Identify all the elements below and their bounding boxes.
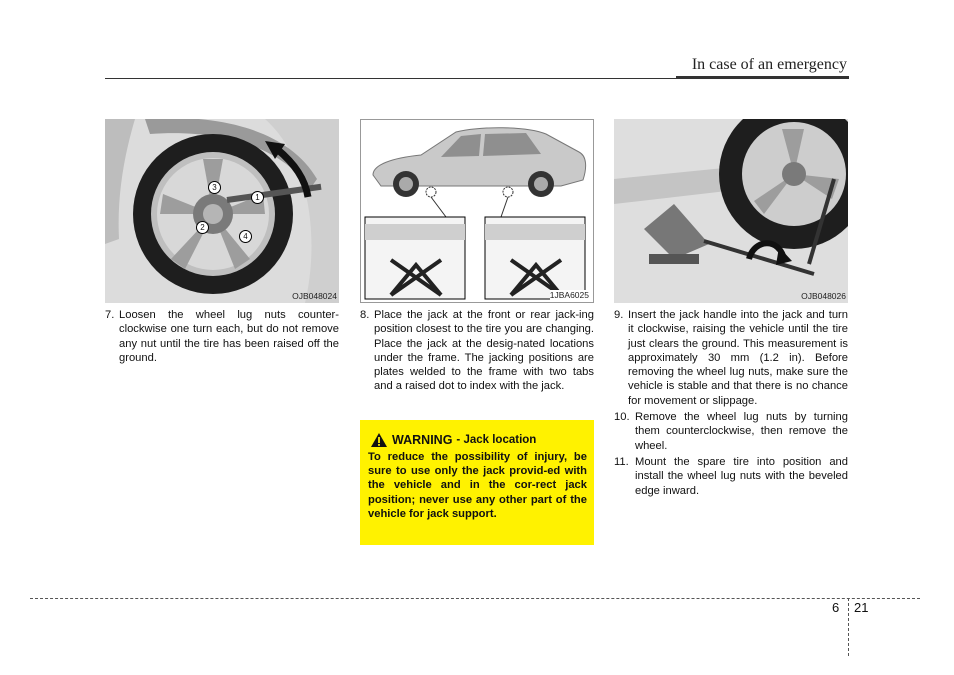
header-rule-accent [676,76,849,79]
step-number: 10. [614,411,630,424]
lug-marker-2: 2 [196,221,209,234]
figure-wheel-lug-nuts [105,119,339,303]
step-8 [360,308,594,394]
column-left [105,308,339,365]
warning-heading [370,432,536,448]
figure-code: 1JBA6025 [549,290,589,300]
warning-triangle-icon [370,432,388,448]
footer-divider [848,598,849,656]
wheel-illustration [105,119,339,303]
step-number: 7. [105,309,115,321]
step-text: Insert the jack handle into the jack and turn it clockwise, raising the vehicle until the tire just clears the ground. This measurement is approximately 30 mm (1.2 in). Before removing the wheel lug nuts, make sure the vehicle is stable and that there is no chance for movement or slippage. [628,309,848,407]
car-jack-illustration [361,120,594,303]
step-10 [614,410,848,453]
step-number: 8. [360,309,370,321]
column-right [614,308,848,498]
step-number: 11. [614,455,629,468]
warning-box [360,420,594,545]
lug-marker-1: 1 [251,191,264,204]
step-number: 9. [614,309,624,321]
lug-marker-4: 4 [239,230,252,243]
jack-handle-illustration [614,119,848,303]
warning-subtitle: - Jack location [456,434,537,446]
step-text: Place the jack at the front or rear jack-ing position closest to the tire you are changing. Place the jack at the desig-nated locations under the frame. The jacking positions are plates welded to the frame with two tabs and a raised dot to index with the jack. [374,309,594,393]
figure-code: OJB048024 [292,291,337,301]
page-header-title: In case of an emergency [691,56,847,73]
step-text: Remove the wheel lug nuts by turning them counterclockwise, then remove the wheel. [635,411,848,452]
footer-rule [30,598,920,599]
warning-body: To reduce the possibility of injury, be sure to use only the jack provid-ed with the vehicle and in the cor-rect jack position; never use any other part of the vehicle for jack support. [368,451,587,520]
warning-title: WARNING [392,433,453,447]
step-text: Mount the spare tire into position and install the wheel lug nuts with the beveled edge inward. [635,455,848,497]
figure-jack-positions [360,119,594,303]
column-middle [360,308,594,394]
step-11 [614,455,848,498]
step-9 [614,308,848,408]
section-number: 6 [832,600,840,615]
lug-marker-3: 3 [208,181,221,194]
page-number: 21 [854,600,869,615]
figure-code: OJB048026 [801,291,846,301]
figure-jack-handle [614,119,848,303]
step-text: Loosen the wheel lug nuts counter-clockwise one turn each, but do not remove any nut until the tire has been raised off the ground. [119,309,339,364]
step-7 [105,308,339,365]
